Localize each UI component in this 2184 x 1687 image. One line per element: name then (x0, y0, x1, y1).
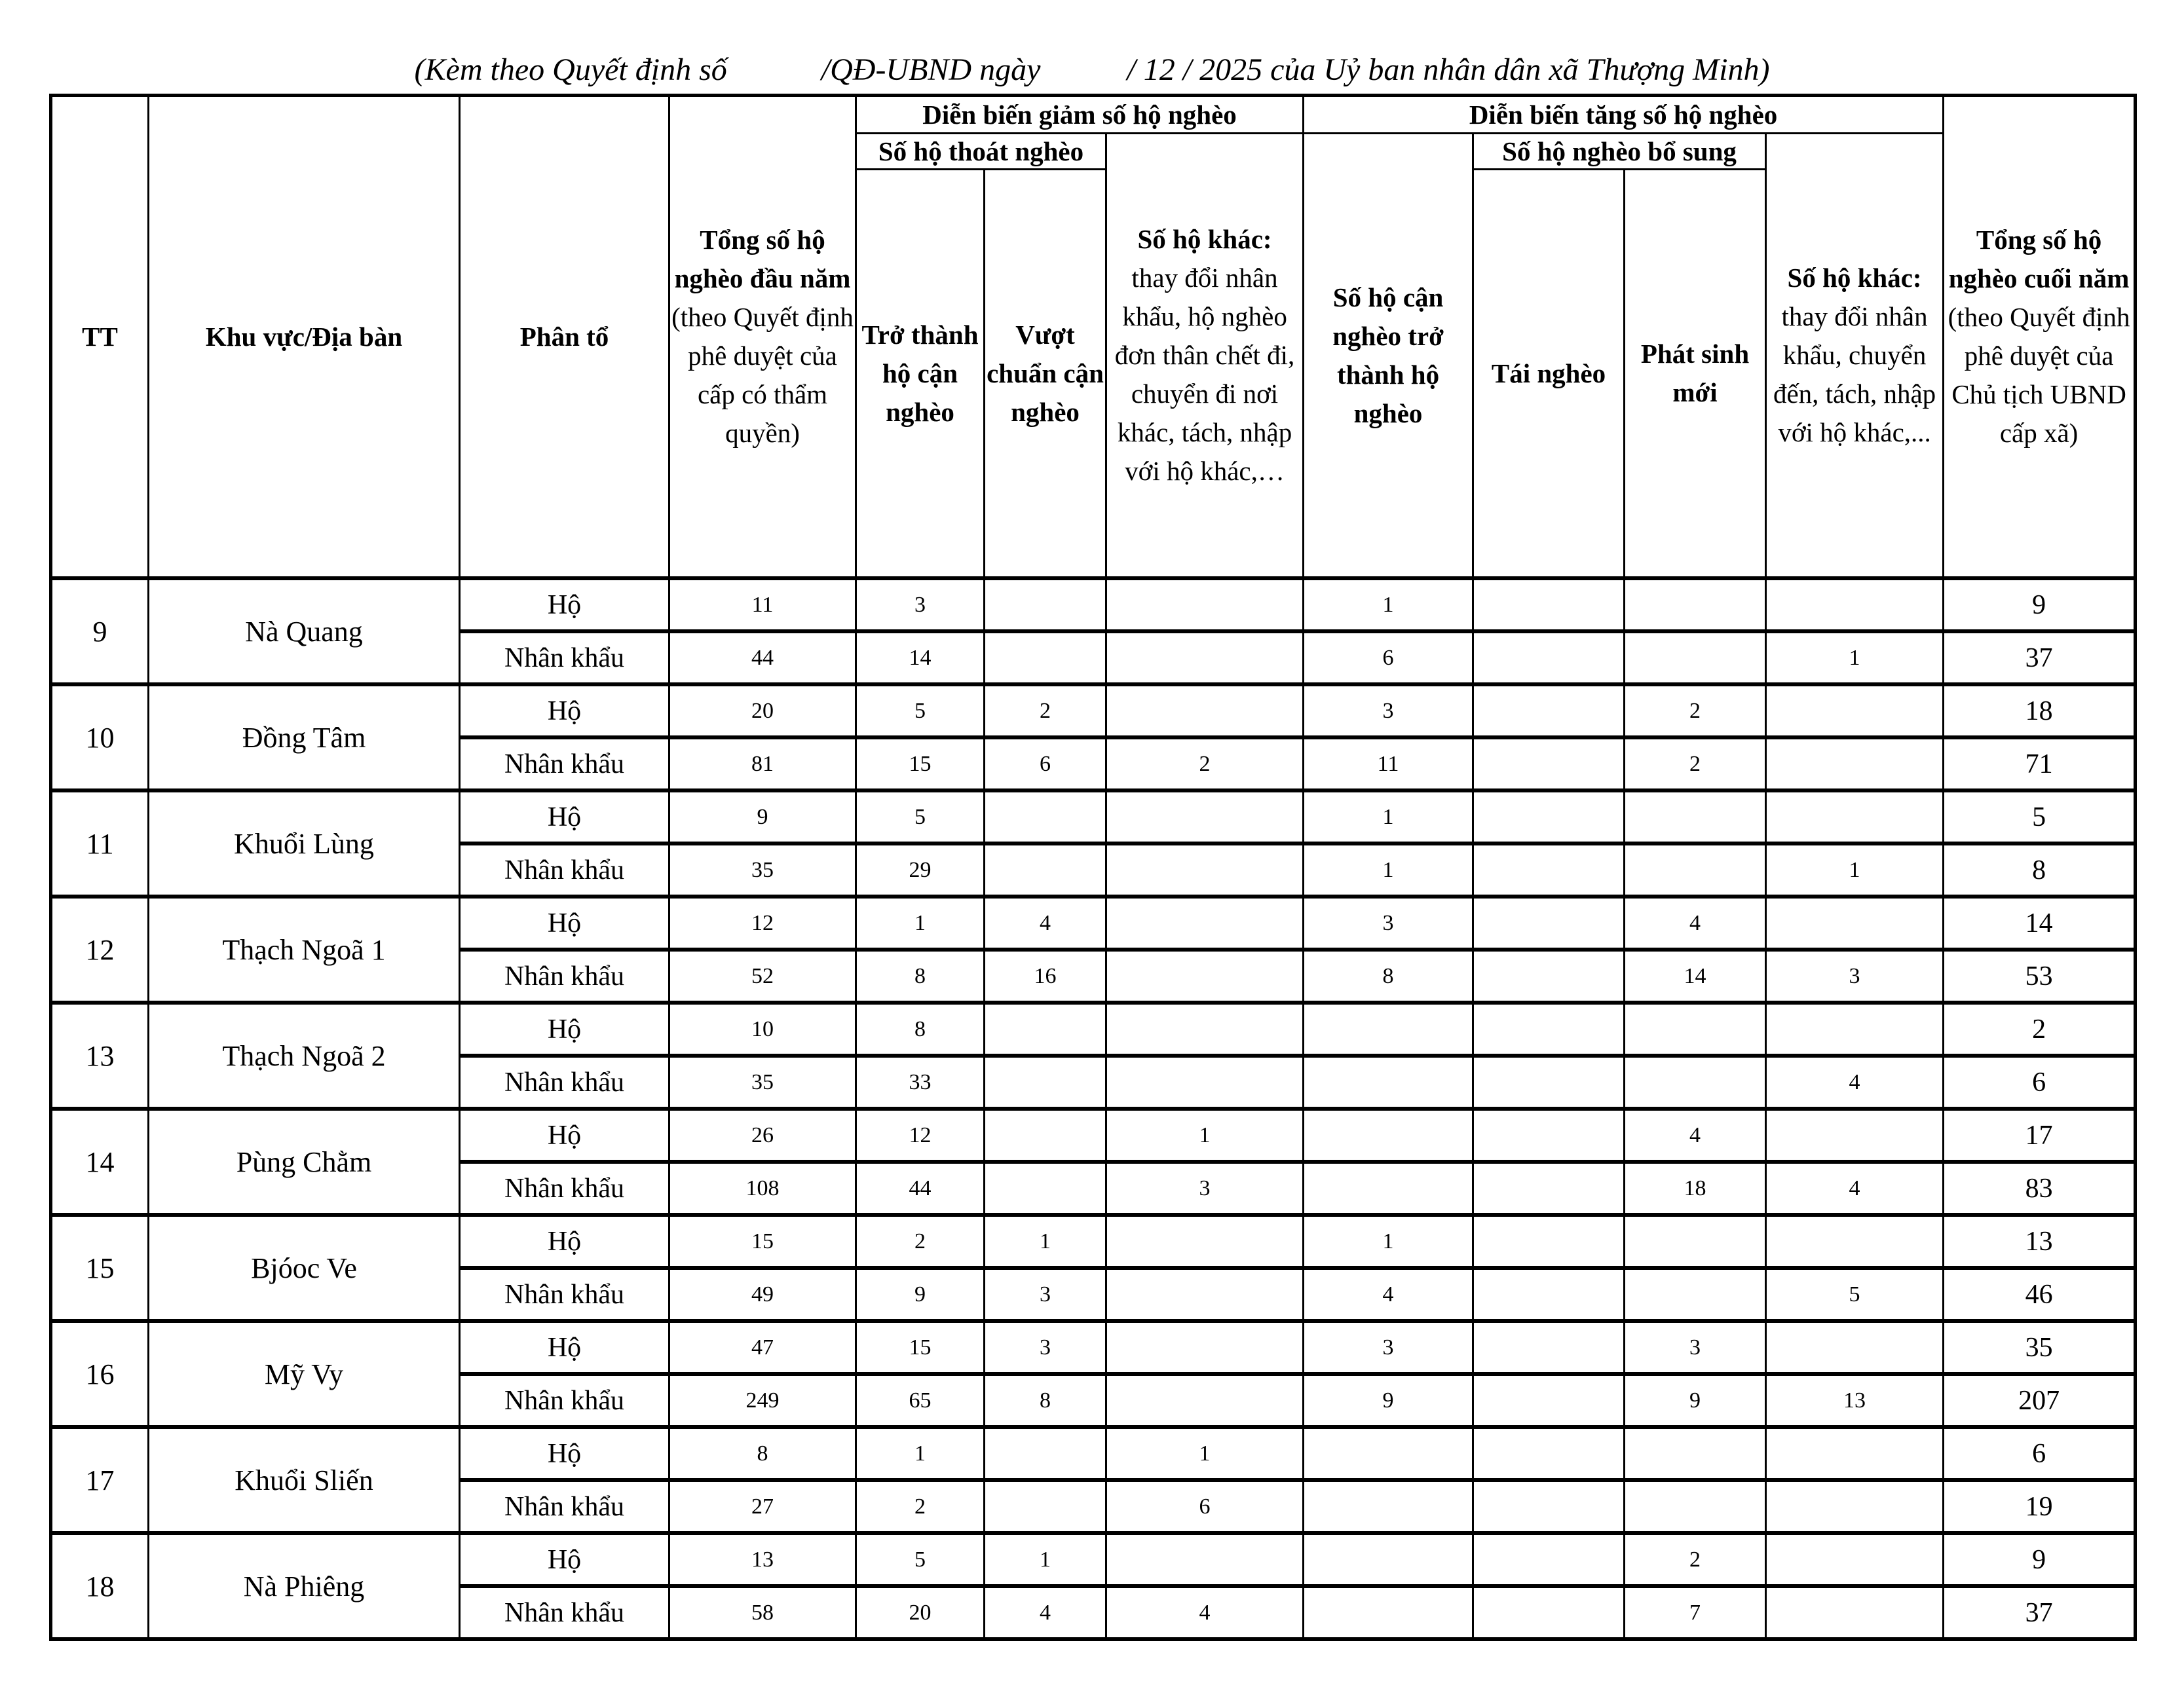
cell-to-near: 14 (856, 631, 985, 684)
cell-new-poor: 3 (1625, 1321, 1766, 1374)
cell-exceed (985, 790, 1106, 844)
cell-other-dec: 6 (1106, 1480, 1304, 1533)
cell-other-dec: 3 (1106, 1162, 1304, 1215)
cell-other-inc (1766, 790, 1944, 844)
kind-label: Nhân khẩu (460, 1374, 669, 1427)
cell-new-poor: 18 (1625, 1162, 1766, 1215)
cell-other-inc (1766, 1003, 1944, 1056)
cell-end: 9 (1944, 1533, 2136, 1586)
cell-to-near: 5 (856, 1533, 985, 1586)
kind-label: Nhân khẩu (460, 631, 669, 684)
header-other-decrease-note: thay đổi nhân khẩu, hộ nghèo đơn thân chết đi, chuyển đi nơi khác, tách, nhập với hộ khác,… (1114, 263, 1295, 486)
cell-other-dec (1106, 1215, 1304, 1268)
kind-label: Hộ (460, 1215, 669, 1268)
cell-exceed (985, 1427, 1106, 1480)
row-number: 17 (51, 1427, 149, 1533)
row-number: 10 (51, 684, 149, 790)
cell-end: 83 (1944, 1162, 2136, 1215)
cell-new-poor (1625, 1480, 1766, 1533)
header-end-total-note: (theo Quyết định phê duyệt của Chủ tịch UBND cấp xã) (1948, 302, 2130, 448)
kind-label: Hộ (460, 1321, 669, 1374)
cell-other-dec: 2 (1106, 737, 1304, 790)
cell-re-poor (1473, 1374, 1625, 1427)
cell-re-poor (1473, 844, 1625, 897)
row-number: 18 (51, 1533, 149, 1639)
cell-end: 18 (1944, 684, 2136, 737)
cell-near-to-poor (1304, 1533, 1473, 1586)
cell-end: 9 (1944, 578, 2136, 631)
cell-end: 19 (1944, 1480, 2136, 1533)
kind-label: Nhân khẩu (460, 1162, 669, 1215)
header-new-poor: Phát sinh mới (1625, 170, 1766, 579)
area-name: Nà Phiêng (149, 1533, 460, 1639)
cell-new-poor: 4 (1625, 1109, 1766, 1162)
cell-re-poor (1473, 631, 1625, 684)
cell-near-to-poor: 8 (1304, 950, 1473, 1003)
cell-other-inc (1766, 897, 1944, 950)
cell-other-inc (1766, 1109, 1944, 1162)
cell-re-poor (1473, 1321, 1625, 1374)
cell-re-poor (1473, 1215, 1625, 1268)
cell-other-dec (1106, 950, 1304, 1003)
cell-re-poor (1473, 1162, 1625, 1215)
cell-to-near: 44 (856, 1162, 985, 1215)
cell-new-poor (1625, 844, 1766, 897)
cell-to-near: 29 (856, 844, 985, 897)
cell-new-poor: 9 (1625, 1374, 1766, 1427)
cell-start: 35 (669, 1056, 856, 1109)
cell-exceed (985, 578, 1106, 631)
cell-other-dec (1106, 844, 1304, 897)
kind-label: Hộ (460, 1427, 669, 1480)
area-name: Khuổi Sliến (149, 1427, 460, 1533)
cell-near-to-poor: 4 (1304, 1268, 1473, 1321)
header-start-total-note: (theo Quyết định phê duyệt của cấp có thẩm quyền) (671, 302, 854, 448)
kind-label: Nhân khẩu (460, 737, 669, 790)
header-kind: Phân tổ (460, 96, 669, 579)
header-other-increase (1766, 134, 1944, 579)
cell-exceed: 16 (985, 950, 1106, 1003)
cell-re-poor (1473, 950, 1625, 1003)
header-increase-group: Diễn biến tăng số hộ nghèo (1304, 96, 1944, 134)
cell-other-dec (1106, 897, 1304, 950)
cell-other-inc (1766, 684, 1944, 737)
table-row-households (51, 790, 2136, 844)
kind-label: Nhân khẩu (460, 1586, 669, 1639)
cell-exceed: 4 (985, 1586, 1106, 1639)
cell-end: 6 (1944, 1427, 2136, 1480)
row-number: 13 (51, 1003, 149, 1109)
table-row-households (51, 578, 2136, 631)
header-re-poor: Tái nghèo (1473, 170, 1625, 579)
cell-new-poor: 2 (1625, 737, 1766, 790)
cell-other-inc (1766, 1586, 1944, 1639)
cell-other-inc: 5 (1766, 1268, 1944, 1321)
table-header (51, 96, 2136, 579)
cell-re-poor (1473, 1427, 1625, 1480)
cell-other-dec (1106, 1321, 1304, 1374)
cell-other-inc: 4 (1766, 1056, 1944, 1109)
kind-label: Nhân khẩu (460, 1056, 669, 1109)
poverty-table (49, 94, 2137, 1641)
cell-other-dec (1106, 1056, 1304, 1109)
table-row-households (51, 684, 2136, 737)
header-decrease-group: Diễn biến giảm số hộ nghèo (856, 96, 1304, 134)
cell-start: 8 (669, 1427, 856, 1480)
cell-near-to-poor: 6 (1304, 631, 1473, 684)
cell-to-near: 15 (856, 1321, 985, 1374)
cell-to-near: 5 (856, 684, 985, 737)
cell-to-near: 5 (856, 790, 985, 844)
cell-near-to-poor (1304, 1480, 1473, 1533)
header-other-increase-bold: Số hộ khác: (1787, 263, 1922, 293)
kind-label: Nhân khẩu (460, 844, 669, 897)
cell-exceed (985, 1109, 1106, 1162)
cell-end: 37 (1944, 1586, 2136, 1639)
area-name: Pùng Chằm (149, 1109, 460, 1215)
cell-new-poor (1625, 1003, 1766, 1056)
cell-start: 20 (669, 684, 856, 737)
cell-to-near: 20 (856, 1586, 985, 1639)
header-escape-group: Số hộ thoát nghèo (856, 134, 1106, 170)
kind-label: Hộ (460, 790, 669, 844)
cell-start: 10 (669, 1003, 856, 1056)
cell-start: 27 (669, 1480, 856, 1533)
cell-re-poor (1473, 1056, 1625, 1109)
cell-other-dec: 4 (1106, 1586, 1304, 1639)
cell-other-inc (1766, 1480, 1944, 1533)
cell-exceed: 2 (985, 684, 1106, 737)
area-name: Đồng Tâm (149, 684, 460, 790)
cell-end: 35 (1944, 1321, 2136, 1374)
cell-exceed: 4 (985, 897, 1106, 950)
cell-end: 8 (1944, 844, 2136, 897)
cell-other-inc: 1 (1766, 844, 1944, 897)
header-exceed-near-poor: Vượt chuẩn cận nghèo (985, 170, 1106, 579)
cell-start: 47 (669, 1321, 856, 1374)
header-start-total (669, 96, 856, 579)
cell-end: 5 (1944, 790, 2136, 844)
row-number: 14 (51, 1109, 149, 1215)
area-name: Bjóoc Ve (149, 1215, 460, 1321)
row-number: 12 (51, 897, 149, 1003)
cell-re-poor (1473, 1109, 1625, 1162)
cell-exceed: 6 (985, 737, 1106, 790)
cell-exceed: 3 (985, 1268, 1106, 1321)
cell-other-dec (1106, 1268, 1304, 1321)
table-row-households (51, 897, 2136, 950)
kind-label: Hộ (460, 578, 669, 631)
cell-near-to-poor (1304, 1109, 1473, 1162)
cell-near-to-poor: 1 (1304, 844, 1473, 897)
cell-exceed (985, 631, 1106, 684)
header-area: Khu vực/Địa bàn (149, 96, 460, 579)
cell-exceed: 1 (985, 1215, 1106, 1268)
cell-re-poor (1473, 897, 1625, 950)
cell-new-poor (1625, 1268, 1766, 1321)
cell-near-to-poor: 3 (1304, 1321, 1473, 1374)
cell-new-poor (1625, 1427, 1766, 1480)
cell-re-poor (1473, 1003, 1625, 1056)
cell-exceed (985, 1003, 1106, 1056)
cell-re-poor (1473, 684, 1625, 737)
cell-other-inc (1766, 1533, 1944, 1586)
cell-to-near: 65 (856, 1374, 985, 1427)
header-end-total (1944, 96, 2136, 579)
cell-other-dec (1106, 631, 1304, 684)
cell-to-near: 15 (856, 737, 985, 790)
cell-near-to-poor: 1 (1304, 578, 1473, 631)
cell-end: 71 (1944, 737, 2136, 790)
row-number: 9 (51, 578, 149, 684)
cell-exceed: 1 (985, 1533, 1106, 1586)
cell-near-to-poor (1304, 1162, 1473, 1215)
cell-new-poor (1625, 578, 1766, 631)
table-row-households (51, 1427, 2136, 1480)
cell-exceed (985, 844, 1106, 897)
cell-end: 6 (1944, 1056, 2136, 1109)
cell-other-dec: 1 (1106, 1427, 1304, 1480)
table-row-households (51, 1109, 2136, 1162)
cell-to-near: 1 (856, 897, 985, 950)
cell-start: 44 (669, 631, 856, 684)
cell-end: 14 (1944, 897, 2136, 950)
cell-start: 26 (669, 1109, 856, 1162)
cell-start: 12 (669, 897, 856, 950)
cell-near-to-poor (1304, 1056, 1473, 1109)
cell-near-to-poor: 3 (1304, 684, 1473, 737)
cell-to-near: 9 (856, 1268, 985, 1321)
header-end-total-bold: Tổng số hộ nghèo cuối năm (1948, 225, 2130, 293)
cell-end: 2 (1944, 1003, 2136, 1056)
cell-new-poor: 2 (1625, 1533, 1766, 1586)
cell-end: 46 (1944, 1268, 2136, 1321)
cell-start: 13 (669, 1533, 856, 1586)
cell-exceed (985, 1056, 1106, 1109)
cell-other-dec (1106, 684, 1304, 737)
cell-near-to-poor (1304, 1003, 1473, 1056)
cell-to-near: 1 (856, 1427, 985, 1480)
cell-start: 108 (669, 1162, 856, 1215)
cell-to-near: 33 (856, 1056, 985, 1109)
cell-end: 17 (1944, 1109, 2136, 1162)
document-caption: (Kèm theo Quyết định số /QĐ-UBND ngày / 12 / 2025 của Uỷ ban nhân dân xã Thượng Minh) (414, 52, 1770, 87)
cell-exceed (985, 1162, 1106, 1215)
cell-other-dec (1106, 1374, 1304, 1427)
cell-exceed (985, 1480, 1106, 1533)
cell-re-poor (1473, 578, 1625, 631)
cell-other-dec (1106, 790, 1304, 844)
cell-re-poor (1473, 737, 1625, 790)
cell-other-inc: 1 (1766, 631, 1944, 684)
header-other-decrease (1106, 134, 1304, 579)
cell-near-to-poor: 11 (1304, 737, 1473, 790)
cell-other-inc: 3 (1766, 950, 1944, 1003)
cell-near-to-poor (1304, 1586, 1473, 1639)
cell-near-to-poor: 9 (1304, 1374, 1473, 1427)
table-row-households (51, 1215, 2136, 1268)
cell-to-near: 3 (856, 578, 985, 631)
cell-start: 11 (669, 578, 856, 631)
cell-to-near: 12 (856, 1109, 985, 1162)
header-other-increase-note: thay đổi nhân khẩu, chuyển đến, tách, nhập với hộ khác,... (1773, 301, 1936, 447)
kind-label: Hộ (460, 1109, 669, 1162)
cell-other-inc (1766, 1321, 1944, 1374)
kind-label: Hộ (460, 1003, 669, 1056)
header-other-decrease-bold: Số hộ khác: (1137, 224, 1272, 254)
cell-new-poor: 4 (1625, 897, 1766, 950)
cell-re-poor (1473, 1480, 1625, 1533)
cell-new-poor (1625, 1215, 1766, 1268)
cell-near-to-poor: 3 (1304, 897, 1473, 950)
cell-end: 53 (1944, 950, 2136, 1003)
cell-other-dec (1106, 1533, 1304, 1586)
kind-label: Nhân khẩu (460, 950, 669, 1003)
cell-other-dec (1106, 1003, 1304, 1056)
cell-near-to-poor (1304, 1427, 1473, 1480)
header-to-near-poor: Trở thành hộ cận nghèo (856, 170, 985, 579)
cell-other-inc: 4 (1766, 1162, 1944, 1215)
cell-near-to-poor: 1 (1304, 1215, 1473, 1268)
cell-start: 81 (669, 737, 856, 790)
kind-label: Hộ (460, 897, 669, 950)
table-row-households (51, 1321, 2136, 1374)
cell-start: 9 (669, 790, 856, 844)
cell-other-inc (1766, 737, 1944, 790)
header-near-to-poor: Số hộ cận nghèo trở thành hộ nghèo (1304, 134, 1473, 579)
kind-label: Hộ (460, 1533, 669, 1586)
kind-label: Nhân khẩu (460, 1268, 669, 1321)
cell-near-to-poor: 1 (1304, 790, 1473, 844)
kind-label: Hộ (460, 684, 669, 737)
cell-other-inc: 13 (1766, 1374, 1944, 1427)
cell-other-dec (1106, 578, 1304, 631)
cell-other-inc (1766, 1215, 1944, 1268)
row-number: 16 (51, 1321, 149, 1427)
table-body (51, 578, 2136, 1639)
header-start-total-bold: Tổng số hộ nghèo đầu năm (674, 225, 851, 293)
cell-exceed: 3 (985, 1321, 1106, 1374)
cell-new-poor: 14 (1625, 950, 1766, 1003)
cell-start: 35 (669, 844, 856, 897)
row-number: 15 (51, 1215, 149, 1321)
cell-new-poor (1625, 790, 1766, 844)
header-additional-group: Số hộ nghèo bổ sung (1473, 134, 1766, 170)
cell-other-dec: 1 (1106, 1109, 1304, 1162)
cell-new-poor (1625, 1056, 1766, 1109)
cell-end: 13 (1944, 1215, 2136, 1268)
cell-re-poor (1473, 1533, 1625, 1586)
cell-start: 49 (669, 1268, 856, 1321)
area-name: Khuổi Lùng (149, 790, 460, 897)
cell-exceed: 8 (985, 1374, 1106, 1427)
area-name: Mỹ Vy (149, 1321, 460, 1427)
cell-re-poor (1473, 790, 1625, 844)
cell-re-poor (1473, 1586, 1625, 1639)
cell-new-poor: 2 (1625, 684, 1766, 737)
cell-end: 207 (1944, 1374, 2136, 1427)
cell-to-near: 8 (856, 950, 985, 1003)
cell-new-poor: 7 (1625, 1586, 1766, 1639)
cell-to-near: 2 (856, 1480, 985, 1533)
cell-end: 37 (1944, 631, 2136, 684)
cell-other-inc (1766, 1427, 1944, 1480)
table-row-households (51, 1533, 2136, 1586)
cell-to-near: 8 (856, 1003, 985, 1056)
table-row-households (51, 1003, 2136, 1056)
kind-label: Nhân khẩu (460, 1480, 669, 1533)
cell-re-poor (1473, 1268, 1625, 1321)
cell-to-near: 2 (856, 1215, 985, 1268)
area-name: Thạch Ngoã 2 (149, 1003, 460, 1109)
cell-start: 58 (669, 1586, 856, 1639)
cell-start: 249 (669, 1374, 856, 1427)
row-number: 11 (51, 790, 149, 897)
cell-start: 15 (669, 1215, 856, 1268)
header-tt: TT (51, 96, 149, 579)
area-name: Thạch Ngoã 1 (149, 897, 460, 1003)
area-name: Nà Quang (149, 578, 460, 684)
cell-other-inc (1766, 578, 1944, 631)
cell-start: 52 (669, 950, 856, 1003)
cell-new-poor (1625, 631, 1766, 684)
